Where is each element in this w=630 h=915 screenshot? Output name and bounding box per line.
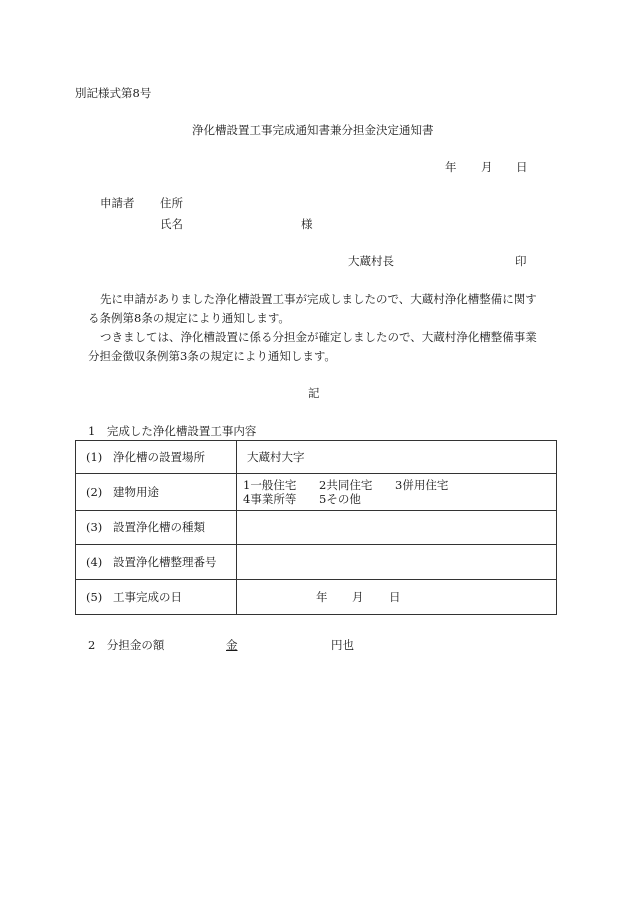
table-row bbox=[76, 511, 557, 545]
building-use-options-line1 bbox=[243, 478, 556, 492]
row-number: (5) bbox=[86, 589, 103, 604]
row-label: 建物用途 bbox=[113, 484, 159, 499]
section2-heading: 2 分担金の額 bbox=[88, 638, 165, 652]
row-label: 浄化槽の設置場所 bbox=[113, 449, 205, 464]
section1-heading: 1 完成した浄化槽設置工事内容 bbox=[88, 424, 257, 438]
option-general-house: 1一般住宅 bbox=[243, 477, 297, 492]
honorific-sama: 様 bbox=[301, 217, 313, 231]
row-label-cell bbox=[76, 511, 237, 545]
date-day: 日 bbox=[516, 160, 528, 174]
table-row bbox=[76, 545, 557, 580]
applicant-label: 申請者 bbox=[100, 196, 135, 210]
row-value-cell bbox=[237, 441, 557, 474]
form-number: 別記様式第8号 bbox=[75, 86, 152, 100]
option-mixed-use: 3併用住宅 bbox=[395, 477, 449, 492]
row-label-cell bbox=[76, 441, 237, 474]
row-label: 設置浄化槽整理番号 bbox=[113, 554, 217, 569]
row-label-cell bbox=[76, 474, 237, 511]
amount-enya: 円也 bbox=[331, 638, 354, 652]
row-label-cell bbox=[76, 545, 237, 580]
construction-details-table bbox=[75, 440, 557, 615]
row-number: (3) bbox=[86, 520, 103, 535]
row-number: (1) bbox=[86, 449, 103, 464]
row-number: (2) bbox=[86, 484, 103, 499]
option-other: 5その他 bbox=[319, 492, 361, 506]
body-para1-line2: る条例第8条の規定により通知します。 bbox=[88, 311, 290, 325]
date-month: 月 bbox=[481, 160, 493, 174]
row-number: (4) bbox=[86, 554, 103, 569]
septic-type-value bbox=[237, 511, 557, 545]
table-row bbox=[76, 441, 557, 474]
option-business: 4事業所等 bbox=[243, 492, 297, 506]
installation-location-value: 大蔵村大字 bbox=[247, 449, 305, 464]
option-apartment: 2共同住宅 bbox=[319, 477, 373, 492]
building-use-options bbox=[237, 474, 557, 511]
building-use-options-line2 bbox=[243, 492, 556, 506]
completion-year: 年 bbox=[316, 589, 328, 604]
row-label: 工事完成の日 bbox=[113, 589, 182, 604]
completion-month: 月 bbox=[352, 589, 364, 604]
completion-day: 日 bbox=[389, 589, 401, 604]
address-label: 住所 bbox=[160, 196, 183, 210]
document-title: 浄化槽設置工事完成通知書兼分担金決定通知書 bbox=[192, 123, 434, 137]
body-para2-line1: つきましては、浄化槽設置に係る分担金が確定しましたので、大蔵村浄化槽整備事業 bbox=[100, 330, 537, 344]
amount-kin: 金 bbox=[226, 638, 238, 652]
seal-mark: 印 bbox=[515, 254, 527, 268]
septic-registration-value bbox=[237, 545, 557, 580]
row-label: 設置浄化槽の種類 bbox=[113, 520, 205, 535]
body-para1-line1: 先に申請がありました浄化槽設置工事が完成しましたので、大蔵村浄化槽整備に関す bbox=[100, 292, 537, 306]
date-year: 年 bbox=[445, 160, 457, 174]
ki-marker: 記 bbox=[308, 386, 320, 400]
body-para2-line2: 分担金徴収条例第3条の規定により通知します。 bbox=[88, 349, 336, 363]
name-label: 氏名 bbox=[160, 217, 183, 231]
table-row bbox=[76, 580, 557, 615]
issuer-title: 大蔵村長 bbox=[348, 254, 394, 268]
table-row bbox=[76, 474, 557, 511]
completion-date-value bbox=[237, 580, 557, 615]
row-label-cell bbox=[76, 580, 237, 615]
amount-line bbox=[226, 640, 354, 652]
